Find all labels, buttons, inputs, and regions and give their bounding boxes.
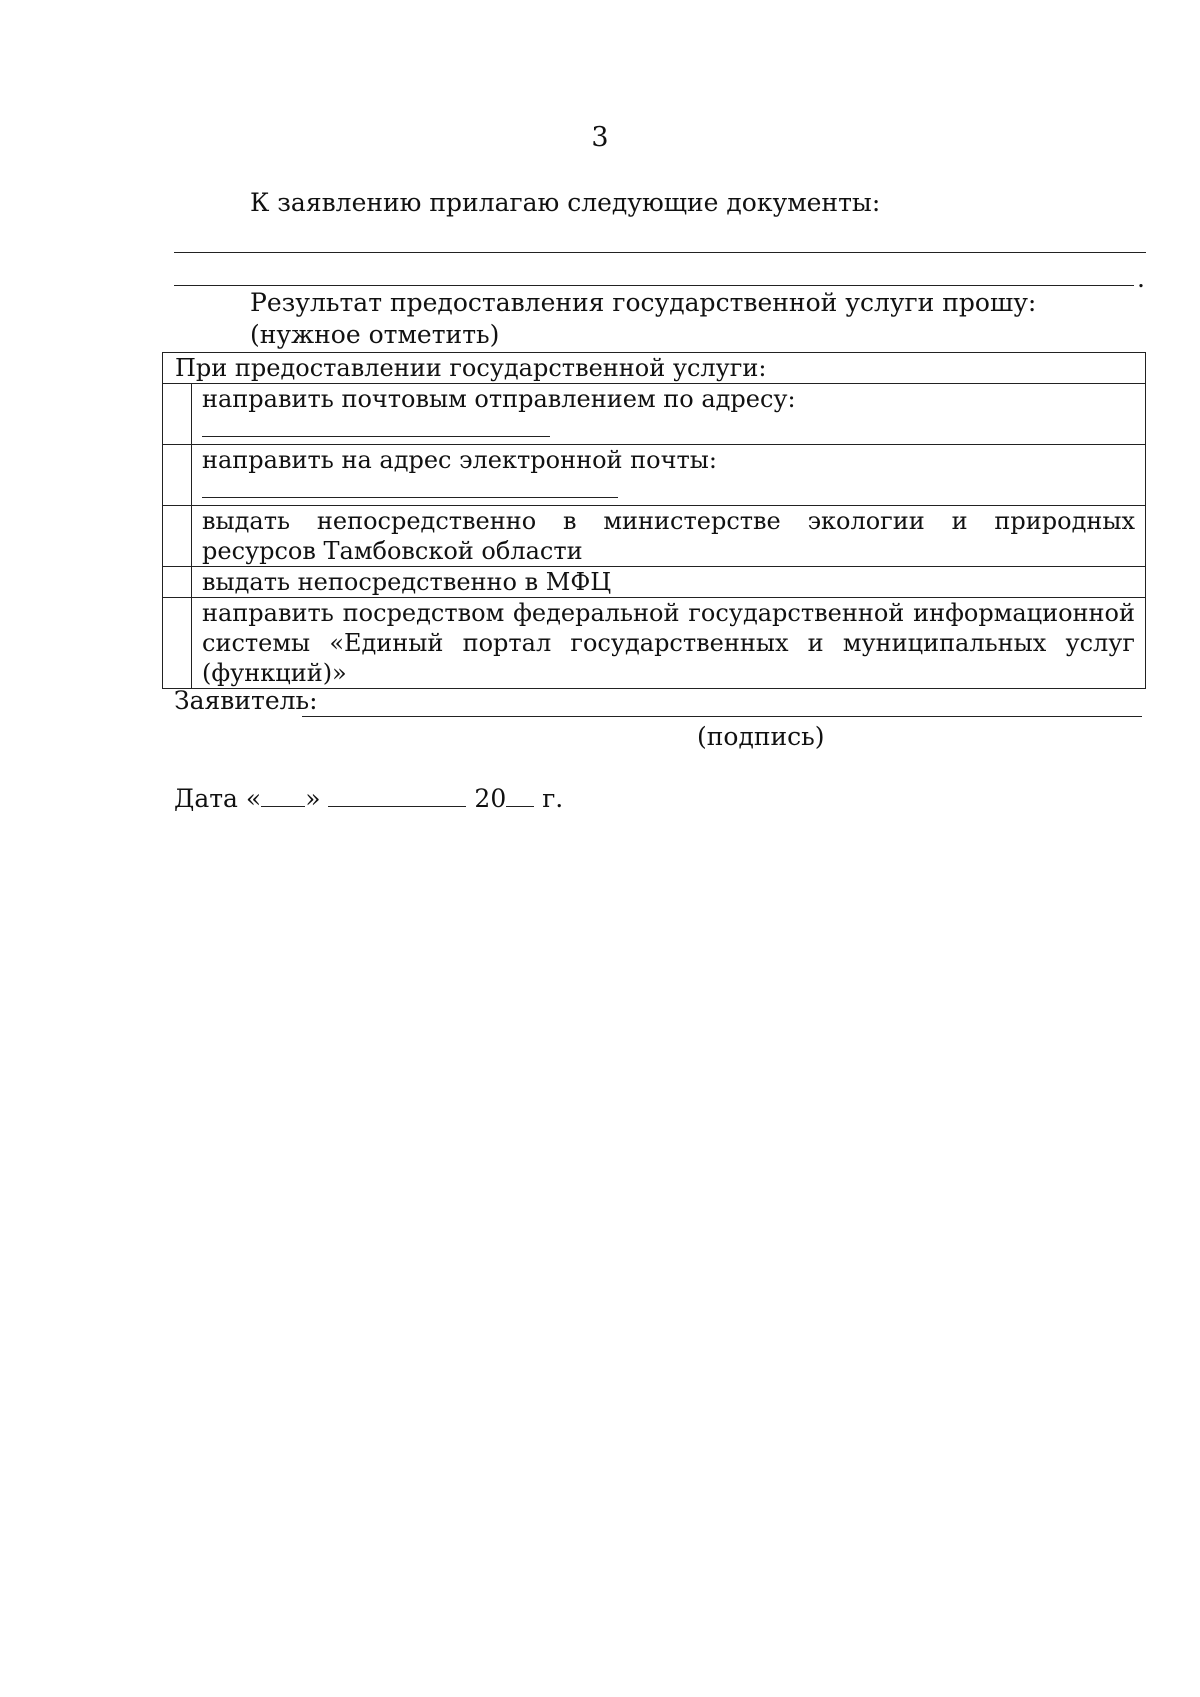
option-checkbox-portal[interactable] (163, 598, 192, 689)
date-year-suffix: г. (542, 784, 564, 813)
option-label-email: направить на адрес электронной почты: (202, 446, 717, 474)
date-month-field[interactable] (328, 784, 466, 807)
table-header-row (163, 353, 1146, 384)
date-label: Дата « (174, 784, 262, 813)
result-note: (нужное отметить) (250, 320, 500, 349)
option-label-post: направить почтовым отправлением по адресу: (202, 385, 796, 413)
option-checkbox-post[interactable] (163, 384, 192, 445)
table-header: При предоставлении государственной услуги: (163, 353, 1146, 384)
option-row-portal (163, 598, 1146, 689)
result-heading: Результат предоставления государственной услуги прошу: (250, 288, 1037, 317)
option-row-email (163, 445, 1146, 506)
signature-line[interactable] (302, 716, 1142, 717)
postal-address-field[interactable] (202, 414, 550, 437)
delivery-options-table (162, 352, 1146, 689)
option-label-portal: направить посредством федеральной государственной информационной системы «Единый портал государственных и муниципальных услуг (функций)» (192, 598, 1146, 689)
option-row-post (163, 384, 1146, 445)
option-label-ministry: выдать непосредственно в министерстве экологии и природных ресурсов Тамбовской области (192, 506, 1146, 567)
option-row-ministry (163, 506, 1146, 567)
option-text-email (192, 445, 1146, 506)
page-number: 3 (591, 122, 609, 153)
option-checkbox-email[interactable] (163, 445, 192, 506)
attachments-line-1[interactable] (174, 252, 1146, 253)
signature-caption: (подпись) (697, 722, 825, 751)
attachments-end-mark: . (1137, 264, 1145, 293)
date-day-field[interactable] (261, 784, 305, 807)
date-year-prefix: 20 (474, 784, 507, 813)
date-close-quote: » (305, 784, 321, 813)
date-row (174, 784, 563, 814)
option-label-mfc: выдать непосредственно в МФЦ (192, 567, 1146, 598)
option-checkbox-mfc[interactable] (163, 567, 192, 598)
email-address-field[interactable] (202, 475, 618, 498)
option-text-post (192, 384, 1146, 445)
option-checkbox-ministry[interactable] (163, 506, 192, 567)
attachments-line-2[interactable] (174, 285, 1134, 286)
applicant-label: Заявитель: (174, 686, 318, 715)
date-year-field[interactable] (506, 784, 534, 807)
option-row-mfc (163, 567, 1146, 598)
attachments-intro: К заявлению прилагаю следующие документы: (250, 188, 881, 217)
